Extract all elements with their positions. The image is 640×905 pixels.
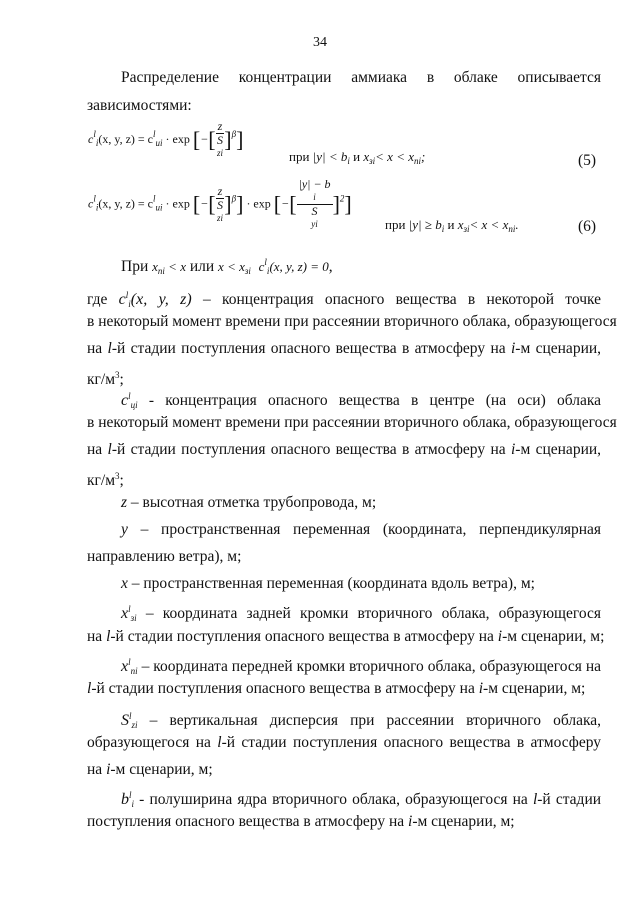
- def-b-line-1: $b^l_i$ - полуширина ядра вторичного облака, образующегося на l-й стадии: [121, 790, 602, 809]
- def-s-line-3: на i-м сценарии, м;: [87, 761, 213, 778]
- def-cci-line-2: в некоторый момент времени при рассеянии вторичного облака, образующегося: [87, 414, 617, 431]
- def-xz-line-1: $x^l_{зi}$ – координата задней кромки вторичного облака, образующегося: [121, 604, 601, 623]
- def-cci-line-4: $кг/м^3$;: [87, 471, 124, 489]
- def-cci-line-1: $c^l_{ці}$ - концентрация опасного вещества в центре (на оси) облака: [121, 391, 601, 410]
- intro-line-1: Распределение концентрации аммиака в облаке описывается: [121, 69, 602, 86]
- intro-line-2: зависимостями:: [87, 97, 192, 114]
- equation-6-number: (6): [578, 218, 597, 235]
- def-c-line-3: на l-й стадии поступления опасного вещества в атмосферу на i-м сценарии,: [87, 340, 602, 357]
- def-s-line-1: $S^l_{zi}$ – вертикальная дисперсия при рассеянии вторичного облака,: [121, 711, 601, 730]
- equation-5-condition: при $|y| < b_i$ и $x_{зi}< x < x_{пi}$;: [289, 149, 426, 166]
- def-b-line-2: поступления опасного вещества в атмосферу на i-м сценарии, м;: [87, 813, 515, 830]
- equation-6-condition: при $|y| \ge b_i$ и $x_{зi}< x < x_{пi}$.: [385, 217, 519, 234]
- def-c-line-1: где $c^l_i(x$, y, z) – концентрация опасного вещества в некоторой точке: [87, 290, 602, 309]
- def-xn-line-1: $x^l_{пi}$ – координата передней кромки вторичного облака, образующегося на: [121, 657, 602, 676]
- def-y-line-1: y – пространственная переменная (координата, перпендикулярная: [121, 521, 602, 538]
- zero-condition: При $x_{пi} < x$ или $x < x_{зi}$ $c^l_i(x$, y, z) = 0,: [121, 257, 333, 276]
- def-s-line-2: образующегося на l-й стадии поступления опасного вещества в атмосферу: [87, 734, 602, 751]
- def-x: x – пространственная переменная (координата вдоль ветра), м;: [121, 575, 535, 592]
- def-c-line-4: $кг/м^3$;: [87, 370, 124, 388]
- page-number: 34: [313, 35, 327, 50]
- def-xn-line-2: l-й стадии поступления опасного вещества в атмосферу на i-м сценарии, м;: [87, 680, 586, 697]
- def-c-line-2: в некоторый момент времени при рассеянии вторичного облака, образующегося: [87, 313, 617, 330]
- equation-5: $c^l_i(x$, y, $z) = c^l_{ui} \cdot \exp$ [−[ z S zi ]$^\beta$]: [88, 119, 244, 158]
- def-z: z – высотная отметка трубопровода, м;: [121, 494, 377, 511]
- equation-5-number: (5): [578, 152, 597, 169]
- def-cci-line-3: на l-й стадии поступления опасного вещества в атмосферу на i-м сценарии,: [87, 441, 602, 458]
- def-y-line-2: направлению ветра), м;: [87, 548, 242, 565]
- def-xz-line-2: на l-й стадии поступления опасного вещества в атмосферу на i-м сценарии, м;: [87, 628, 605, 645]
- equation-6: $c^l_i(x$, y, $z) = c^l_{ui} \cdot \exp$ [−[ z S zi ]$^\beta$] · exp [−[ |y| − b i S yi ]$^2$]: [88, 177, 352, 229]
